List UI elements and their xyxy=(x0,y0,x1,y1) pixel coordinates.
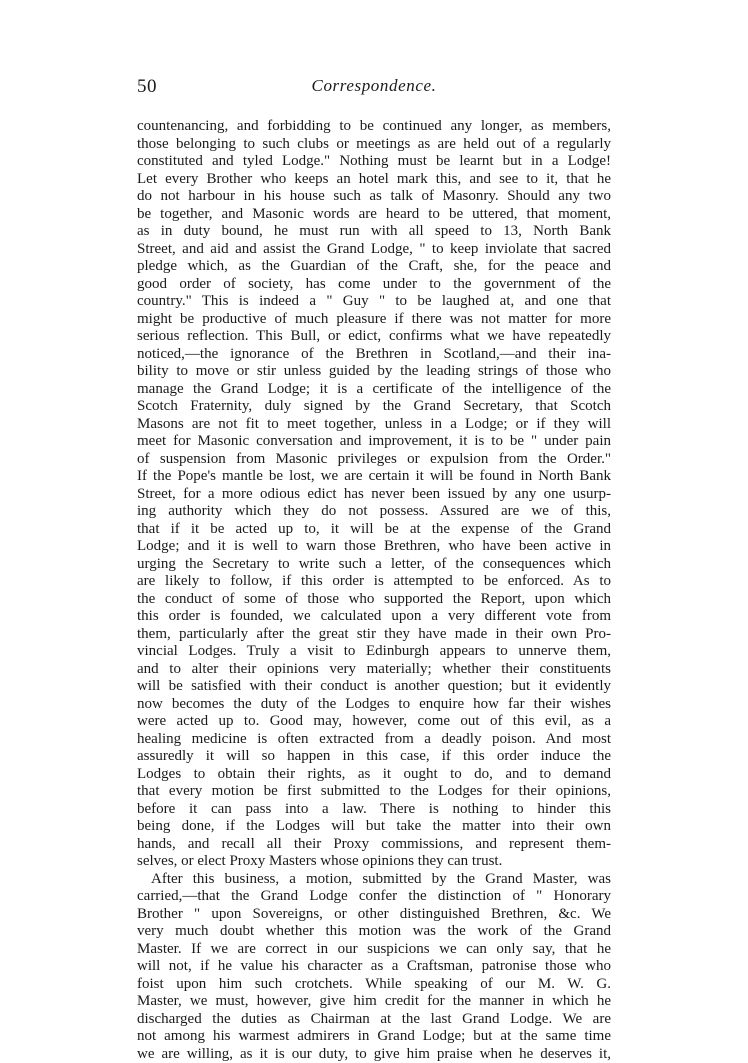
text-line: not among his warmest admirers in Grand Lodge; but at the same time xyxy=(137,1028,611,1046)
text-line: Street, for a more odious edict has never been issued by any one usurp- xyxy=(137,486,611,504)
text-line: After this business, a motion, submitted by the Grand Master, was xyxy=(137,871,611,889)
text-line: manage the Grand Lodge; it is a certificate of the intelligence of the xyxy=(137,381,611,399)
text-line: Master. If we are correct in our suspicions we can only say, that he xyxy=(137,941,611,959)
text-line: we are willing, as it is our duty, to give him praise when he deserves it, xyxy=(137,1046,611,1063)
text-line: Brother " upon Sovereigns, or other distinguished Brethren, &c. We xyxy=(137,906,611,924)
text-line: now becomes the duty of the Lodges to enquire how far their wishes xyxy=(137,696,611,714)
text-line: be together, and Masonic words are heard to be uttered, that moment, xyxy=(137,206,611,224)
text-line: constituted and tyled Lodge." Nothing must be learnt but in a Lodge! xyxy=(137,153,611,171)
text-line: Street, and aid and assist the Grand Lodge, " to keep inviolate that sacred xyxy=(137,241,611,259)
text-line: of suspension from Masonic privileges or expulsion from the Order." xyxy=(137,451,611,469)
running-title: Correspondence. xyxy=(137,76,611,96)
text-line: bility to move or stir unless guided by the leading strings of those who xyxy=(137,363,611,381)
text-line: are likely to follow, if this order is attempted to be enforced. As to xyxy=(137,573,611,591)
text-line: meet for Masonic conversation and improvement, it is to be " under pain xyxy=(137,433,611,451)
text-line: discharged the duties as Chairman at the last Grand Lodge. We are xyxy=(137,1011,611,1029)
body-text xyxy=(137,118,611,1063)
text-line: healing medicine is often extracted from a deadly poison. And most xyxy=(137,731,611,749)
text-line: that every motion be first submitted to the Lodges for their opinions, xyxy=(137,783,611,801)
text-line: very much doubt whether this motion was the work of the Grand xyxy=(137,923,611,941)
text-line: might be productive of much pleasure if there was not matter for more xyxy=(137,311,611,329)
text-line: hands, and recall all their Proxy commissions, and represent them- xyxy=(137,836,611,854)
text-line: Masons are not fit to meet together, unless in a Lodge; or if they will xyxy=(137,416,611,434)
text-line: Lodge; and it is well to warn those Brethren, who have been active in xyxy=(137,538,611,556)
text-line: countenancing, and forbidding to be continued any longer, as members, xyxy=(137,118,611,136)
text-line: that if it be acted up to, it will be at the expense of the Grand xyxy=(137,521,611,539)
text-line: as in duty bound, he must run with all speed to 13, North Bank xyxy=(137,223,611,241)
text-line: will be satisfied with their conduct is another question; but it evidently xyxy=(137,678,611,696)
text-line: noticed,—the ignorance of the Brethren in Scotland,—and their ina- xyxy=(137,346,611,364)
text-line: carried,—that the Grand Lodge confer the distinction of " Honorary xyxy=(137,888,611,906)
text-line: urging the Secretary to write such a letter, of the consequences which xyxy=(137,556,611,574)
text-line: Master, we must, however, give him credit for the manner in which he xyxy=(137,993,611,1011)
text-line: them, particularly after the great stir they have made in their own Pro- xyxy=(137,626,611,644)
text-line: selves, or elect Proxy Masters whose opinions they can trust. xyxy=(137,853,611,871)
text-line: before it can pass into a law. There is nothing to hinder this xyxy=(137,801,611,819)
text-line: assuredly it will so happen in this case, if this order induce the xyxy=(137,748,611,766)
text-line: Scotch Fraternity, duly signed by the Grand Secretary, that Scotch xyxy=(137,398,611,416)
text-line: vincial Lodges. Truly a visit to Edinburgh appears to unnerve them, xyxy=(137,643,611,661)
text-line: country." This is indeed a " Guy " to be laughed at, and one that xyxy=(137,293,611,311)
text-line: good order of society, has come under to the government of the xyxy=(137,276,611,294)
text-line: being done, if the Lodges will but take the matter into their own xyxy=(137,818,611,836)
text-line: If the Pope's mantle be lost, we are certain it will be found in North Bank xyxy=(137,468,611,486)
text-line: will not, if he value his character as a Craftsman, patronise those who xyxy=(137,958,611,976)
page-header xyxy=(137,76,611,104)
text-line: ing authority which they do not possess. Assured are we of this, xyxy=(137,503,611,521)
text-line: do not harbour in his house such as talk of Masonry. Should any two xyxy=(137,188,611,206)
text-line: were acted up to. Good may, however, come out of this evil, as a xyxy=(137,713,611,731)
text-line: serious reflection. This Bull, or edict, confirms what we have repeatedly xyxy=(137,328,611,346)
text-line: this order is founded, we calculated upon a very different vote from xyxy=(137,608,611,626)
text-line: those belonging to such clubs or meetings as are held out of a regularly xyxy=(137,136,611,154)
text-line: Lodges to obtain their rights, as it ought to do, and to demand xyxy=(137,766,611,784)
text-line: and to alter their opinions very materially; whether their constituents xyxy=(137,661,611,679)
text-line: the conduct of some of those who supported the Report, upon which xyxy=(137,591,611,609)
text-line: foist upon him such crotchets. While speaking of our M. W. G. xyxy=(137,976,611,994)
page-number: 50 xyxy=(137,76,157,98)
text-line: pledge which, as the Guardian of the Craft, she, for the peace and xyxy=(137,258,611,276)
text-line: Let every Brother who keeps an hotel mark this, and see to it, that he xyxy=(137,171,611,189)
